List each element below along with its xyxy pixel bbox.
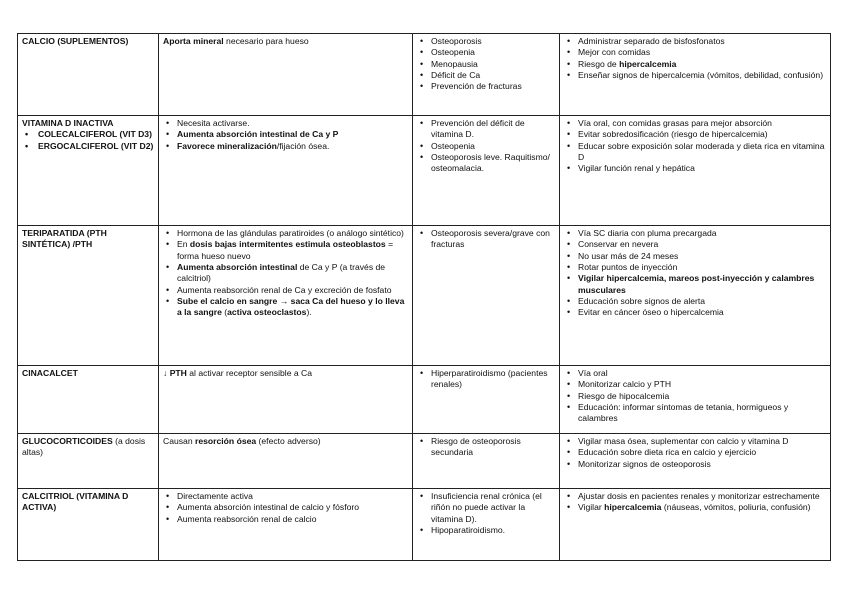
indications-cell <box>413 34 560 116</box>
drug-subitem: • COLECALCIFEROL (VIT D3) <box>22 129 154 140</box>
care-text: Riesgo de <box>578 58 620 69</box>
mechanism-text: ↓ <box>163 368 170 378</box>
mechanism-bold: dosis bajas intermitentes estimula osteoblastos <box>189 239 386 250</box>
mechanism-bold: activa osteoclastos <box>227 307 307 318</box>
indication-item: • Osteoporosis leve. Raquitismo/ osteomalacia. <box>417 152 555 175</box>
care-text: Vigilar <box>578 502 605 513</box>
mechanism-text: necesario para hueso <box>223 36 309 46</box>
care-bold: hipercalcemia <box>604 502 662 513</box>
indication-item: • Osteopenia <box>417 47 555 58</box>
mechanism-text: /fijación ósea. <box>276 140 330 151</box>
mechanism-cell <box>159 34 413 116</box>
mechanism-text: (efecto adverso) <box>256 436 321 446</box>
care-item <box>564 59 826 70</box>
care-item: • Vía oral <box>564 368 826 379</box>
mechanism-bold: resorción ósea <box>195 436 257 446</box>
indication-item: • Osteopenia <box>417 141 555 152</box>
mechanism-bold: Favorece mineralización <box>177 140 277 151</box>
mechanism-text: = forma hueso nuevo <box>177 239 394 261</box>
care-cell <box>560 434 831 489</box>
mechanism-cell <box>159 489 413 561</box>
mechanism-item: • Directamente activa <box>163 491 408 502</box>
indication-item: • Déficit de Ca <box>417 70 555 81</box>
indication-item: • Osteoporosis severa/grave con fracturas <box>417 228 555 251</box>
indications-cell <box>413 489 560 561</box>
table-row <box>18 116 831 226</box>
mechanism-cell <box>159 434 413 489</box>
drug-name: VITAMINA D INACTIVA <box>22 118 114 128</box>
indications-cell <box>413 226 560 366</box>
mechanism-bold: Aumenta absorción intestinal de Ca y P <box>177 129 339 140</box>
care-bold: hipercalcemia <box>619 58 677 69</box>
mechanism-text: de Ca y P (a través de calcitriol) <box>177 262 386 284</box>
care-item: • Monitorizar calcio y PTH <box>564 379 826 390</box>
table-row <box>18 34 831 116</box>
care-cell <box>560 34 831 116</box>
drug-cell <box>18 116 159 226</box>
indication-item: • Hiperparatiroidismo (pacientes renales) <box>417 368 555 391</box>
table-row <box>18 434 831 489</box>
mechanism-text: En <box>177 239 190 250</box>
care-item: • Evitar sobredosificación (riesgo de hipercalcemia) <box>564 129 826 140</box>
drug-cell <box>18 226 159 366</box>
indication-item: • Riesgo de osteoporosis secundaria <box>417 436 555 459</box>
mechanism-item <box>163 141 408 152</box>
care-item: • Educación: informar síntomas de tetania, hormigueos y calambres <box>564 402 826 425</box>
care-item: • Educación sobre dieta rica en calcio y ejercicio <box>564 447 826 458</box>
care-item: • No usar más de 24 meses <box>564 251 826 262</box>
mechanism-text: ). <box>306 307 312 318</box>
drug-table <box>17 33 831 561</box>
mechanism-item <box>163 262 408 285</box>
mechanism-bold: Aumenta absorción intestinal <box>177 262 298 273</box>
care-item: • Administrar separado de bisfosfonatos <box>564 36 826 47</box>
drug-subitem: • ERGOCALCIFEROL (VIT D2) <box>22 141 154 152</box>
drug-name: CALCITRIOL (VITAMINA D ACTIVA) <box>22 491 129 513</box>
care-item: • Educar sobre exposición solar moderada y dieta rica en vitamina D <box>564 141 826 164</box>
care-item: • Vigilar función renal y hepática <box>564 163 826 174</box>
indications-cell <box>413 116 560 226</box>
drug-cell <box>18 366 159 434</box>
mechanism-text: Causan <box>163 436 196 446</box>
care-bold: Vigilar hipercalcemia, mareos post-inyección y calambres musculares <box>578 273 815 295</box>
drug-note: (a dosis altas) <box>22 436 146 458</box>
mechanism-cell <box>159 116 413 226</box>
care-cell <box>560 116 831 226</box>
care-item: • Enseñar signos de hipercalcemia (vómitos, debilidad, confusión) <box>564 70 826 81</box>
care-item: • Riesgo de hipocalcemia <box>564 391 826 402</box>
care-item: • Mejor con comidas <box>564 47 826 58</box>
care-item: • Evitar en cáncer óseo o hipercalcemia <box>564 307 826 318</box>
care-item: • Vía oral, con comidas grasas para mejor absorción <box>564 118 826 129</box>
indication-item: • Prevención de fracturas <box>417 81 555 92</box>
mechanism-item: • Aumenta absorción intestinal de calcio y fósforo <box>163 502 408 513</box>
mechanism-cell <box>159 366 413 434</box>
indications-cell <box>413 434 560 489</box>
mechanism-item <box>163 239 408 262</box>
care-item: • Monitorizar signos de osteoporosis <box>564 459 826 470</box>
care-item <box>564 502 826 513</box>
table-row <box>18 366 831 434</box>
care-item: • Ajustar dosis en pacientes renales y monitorizar estrechamente <box>564 491 826 502</box>
care-item: • Rotar puntos de inyección <box>564 262 826 273</box>
drug-name: CINACALCET <box>22 368 78 378</box>
drug-cell <box>18 434 159 489</box>
care-cell <box>560 226 831 366</box>
care-item <box>564 273 826 296</box>
care-cell <box>560 366 831 434</box>
care-item: • Educación sobre signos de alerta <box>564 296 826 307</box>
mechanism-bold: Aporta mineral <box>163 36 224 46</box>
mechanism-text: al activar receptor sensible a Ca <box>186 368 313 378</box>
mechanism-cell <box>159 226 413 366</box>
drug-cell <box>18 489 159 561</box>
care-text: (náuseas, vómitos, poliuria, confusión) <box>661 502 811 513</box>
mechanism-bold: Sube el calcio en sangre → saca Ca del hueso y lo lleva a la sangre <box>177 296 405 318</box>
indication-item: • Osteoporosis <box>417 36 555 47</box>
drug-cell <box>18 34 159 116</box>
mechanism-item <box>163 129 408 140</box>
care-item: • Vigilar masa ósea, suplementar con calcio y vitamina D <box>564 436 826 447</box>
mechanism-item: • Aumenta reabsorción renal de calcio <box>163 514 408 525</box>
mechanism-item: • Necesita activarse. <box>163 118 408 129</box>
drug-name: GLUCOCORTICOIDES <box>22 436 113 446</box>
mechanism-item: • Hormona de las glándulas paratiroides (o análogo sintético) <box>163 228 408 239</box>
table-row <box>18 226 831 366</box>
care-cell <box>560 489 831 561</box>
care-item: • Vía SC diaria con pluma precargada <box>564 228 826 239</box>
indication-item: • Menopausia <box>417 59 555 70</box>
mechanism-item <box>163 296 408 319</box>
mechanism-item: • Aumenta reabsorción renal de Ca y excreción de fosfato <box>163 285 408 296</box>
care-item: • Conservar en nevera <box>564 239 826 250</box>
mechanism-bold: PTH <box>169 368 187 378</box>
drug-name: TERIPARATIDA (PTH SINTÉTICA) /PTH <box>22 228 107 250</box>
drug-name: CALCIO (SUPLEMENTOS) <box>22 36 129 46</box>
indication-item: • Prevención del déficit de vitamina D. <box>417 118 555 141</box>
indication-item: • Hipoparatiroidismo. <box>417 525 555 536</box>
table-row <box>18 489 831 561</box>
mechanism-text: ( <box>221 307 228 318</box>
indication-item: • Insuficiencia renal crónica (el riñón no puede activar la vitamina D). <box>417 491 555 525</box>
indications-cell <box>413 366 560 434</box>
